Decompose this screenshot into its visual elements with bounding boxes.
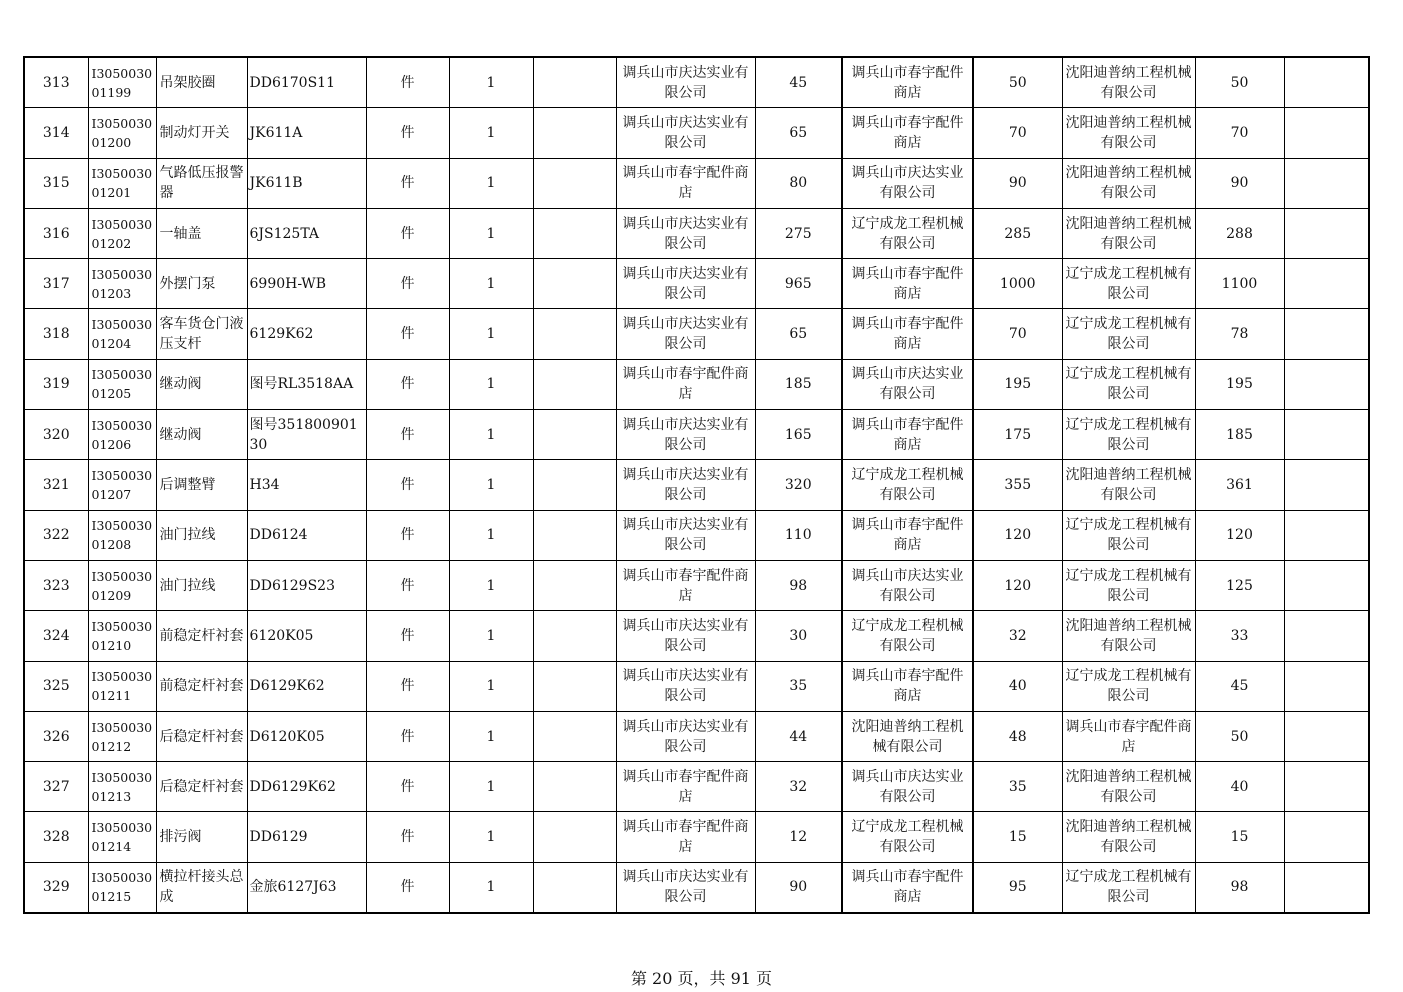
cell-model: H34	[247, 460, 366, 510]
cell-price-3: 288	[1195, 208, 1284, 258]
cell-name: 制动灯开关	[156, 108, 247, 158]
cell-name: 后调整臂	[156, 460, 247, 510]
cell-name: 后稳定杆衬套	[156, 711, 247, 761]
cell-price-2: 285	[973, 208, 1062, 258]
table-row	[24, 208, 1369, 258]
cell-supplier-3: 沈阳迪普纳工程机械有限公司	[1062, 208, 1195, 258]
table-row	[24, 812, 1369, 862]
cell-seq: 325	[24, 661, 88, 711]
cell-price-2: 70	[973, 108, 1062, 158]
cell-price-1: 44	[755, 711, 842, 761]
cell-code: I305003001214	[88, 812, 156, 862]
cell-qty: 1	[449, 611, 533, 661]
cell-price-1: 965	[755, 259, 842, 309]
cell-supplier-3: 辽宁成龙工程机械有限公司	[1062, 510, 1195, 560]
cell-blank	[533, 208, 616, 258]
cell-seq: 323	[24, 560, 88, 610]
cell-unit: 件	[366, 108, 449, 158]
cell-supplier-1: 调兵山市庆达实业有限公司	[616, 711, 755, 761]
cell-seq: 313	[24, 57, 88, 108]
cell-price-3: 1100	[1195, 259, 1284, 309]
cell-price-1: 45	[755, 57, 842, 108]
cell-price-1: 90	[755, 862, 842, 913]
cell-model: 6990H-WB	[247, 259, 366, 309]
cell-seq: 315	[24, 158, 88, 208]
cell-supplier-3: 辽宁成龙工程机械有限公司	[1062, 259, 1195, 309]
cell-price-2: 48	[973, 711, 1062, 761]
cell-unit: 件	[366, 510, 449, 560]
cell-blank-end	[1284, 259, 1369, 309]
cell-model: DD6129K62	[247, 762, 366, 812]
cell-model: DD6124	[247, 510, 366, 560]
cell-blank	[533, 259, 616, 309]
cell-supplier-2: 沈阳迪普纳工程机械有限公司	[842, 711, 973, 761]
cell-qty: 1	[449, 208, 533, 258]
cell-supplier-3: 沈阳迪普纳工程机械有限公司	[1062, 762, 1195, 812]
cell-price-3: 40	[1195, 762, 1284, 812]
cell-model: 图号RL3518AA	[247, 359, 366, 409]
cell-supplier-2: 调兵山市庆达实业有限公司	[842, 560, 973, 610]
cell-unit: 件	[366, 661, 449, 711]
cell-supplier-2: 调兵山市春宇配件商店	[842, 410, 973, 460]
cell-qty: 1	[449, 661, 533, 711]
cell-name: 后稳定杆衬套	[156, 762, 247, 812]
cell-unit: 件	[366, 208, 449, 258]
cell-name: 外摆门泵	[156, 259, 247, 309]
table-row	[24, 259, 1369, 309]
cell-supplier-1: 调兵山市庆达实业有限公司	[616, 510, 755, 560]
cell-seq: 316	[24, 208, 88, 258]
cell-supplier-1: 调兵山市春宇配件商店	[616, 359, 755, 409]
cell-unit: 件	[366, 862, 449, 913]
cell-blank	[533, 57, 616, 108]
cell-supplier-1: 调兵山市庆达实业有限公司	[616, 208, 755, 258]
cell-model: 6129K62	[247, 309, 366, 359]
cell-model: D6129K62	[247, 661, 366, 711]
cell-unit: 件	[366, 812, 449, 862]
cell-model: D6120K05	[247, 711, 366, 761]
cell-qty: 1	[449, 410, 533, 460]
cell-blank	[533, 611, 616, 661]
cell-blank-end	[1284, 158, 1369, 208]
cell-price-1: 12	[755, 812, 842, 862]
cell-name: 前稳定杆衬套	[156, 611, 247, 661]
cell-seq: 324	[24, 611, 88, 661]
table-row	[24, 862, 1369, 913]
cell-price-2: 35	[973, 762, 1062, 812]
cell-name: 排污阀	[156, 812, 247, 862]
cell-price-2: 95	[973, 862, 1062, 913]
cell-price-3: 45	[1195, 661, 1284, 711]
cell-qty: 1	[449, 359, 533, 409]
cell-seq: 322	[24, 510, 88, 560]
cell-blank	[533, 661, 616, 711]
cell-blank-end	[1284, 57, 1369, 108]
cell-code: I305003001212	[88, 711, 156, 761]
cell-seq: 318	[24, 309, 88, 359]
cell-supplier-1: 调兵山市庆达实业有限公司	[616, 410, 755, 460]
cell-name: 吊架胶圈	[156, 57, 247, 108]
cell-price-3: 120	[1195, 510, 1284, 560]
cell-supplier-2: 调兵山市春宇配件商店	[842, 57, 973, 108]
cell-seq: 329	[24, 862, 88, 913]
cell-blank-end	[1284, 510, 1369, 560]
cell-model: DD6129S23	[247, 560, 366, 610]
table-row	[24, 309, 1369, 359]
cell-unit: 件	[366, 611, 449, 661]
cell-model: JK611B	[247, 158, 366, 208]
cell-unit: 件	[366, 57, 449, 108]
cell-blank	[533, 108, 616, 158]
table-row	[24, 560, 1369, 610]
cell-blank-end	[1284, 711, 1369, 761]
cell-code: I305003001211	[88, 661, 156, 711]
cell-supplier-1: 调兵山市庆达实业有限公司	[616, 661, 755, 711]
cell-price-1: 80	[755, 158, 842, 208]
cell-unit: 件	[366, 359, 449, 409]
cell-blank	[533, 359, 616, 409]
cell-supplier-1: 调兵山市春宇配件商店	[616, 762, 755, 812]
cell-code: I305003001203	[88, 259, 156, 309]
cell-supplier-1: 调兵山市春宇配件商店	[616, 812, 755, 862]
parts-price-table	[23, 56, 1370, 914]
cell-name: 前稳定杆衬套	[156, 661, 247, 711]
cell-blank-end	[1284, 108, 1369, 158]
cell-code: I305003001207	[88, 460, 156, 510]
cell-blank	[533, 812, 616, 862]
cell-code: I305003001205	[88, 359, 156, 409]
cell-blank	[533, 410, 616, 460]
cell-supplier-3: 辽宁成龙工程机械有限公司	[1062, 661, 1195, 711]
cell-supplier-2: 调兵山市春宇配件商店	[842, 108, 973, 158]
cell-supplier-3: 沈阳迪普纳工程机械有限公司	[1062, 812, 1195, 862]
cell-blank-end	[1284, 812, 1369, 862]
cell-supplier-1: 调兵山市庆达实业有限公司	[616, 611, 755, 661]
cell-price-1: 65	[755, 108, 842, 158]
cell-supplier-3: 沈阳迪普纳工程机械有限公司	[1062, 611, 1195, 661]
cell-supplier-3: 辽宁成龙工程机械有限公司	[1062, 862, 1195, 913]
cell-qty: 1	[449, 762, 533, 812]
cell-qty: 1	[449, 57, 533, 108]
cell-qty: 1	[449, 309, 533, 359]
cell-unit: 件	[366, 560, 449, 610]
cell-price-3: 50	[1195, 57, 1284, 108]
cell-price-3: 70	[1195, 108, 1284, 158]
cell-price-2: 120	[973, 560, 1062, 610]
cell-code: I305003001200	[88, 108, 156, 158]
cell-price-3: 195	[1195, 359, 1284, 409]
cell-qty: 1	[449, 460, 533, 510]
cell-price-2: 195	[973, 359, 1062, 409]
cell-qty: 1	[449, 711, 533, 761]
cell-price-1: 185	[755, 359, 842, 409]
cell-price-2: 40	[973, 661, 1062, 711]
cell-price-3: 78	[1195, 309, 1284, 359]
cell-blank-end	[1284, 460, 1369, 510]
cell-supplier-3: 辽宁成龙工程机械有限公司	[1062, 359, 1195, 409]
cell-model: DD6170S11	[247, 57, 366, 108]
cell-price-3: 361	[1195, 460, 1284, 510]
cell-name: 继动阀	[156, 410, 247, 460]
cell-unit: 件	[366, 410, 449, 460]
cell-supplier-1: 调兵山市庆达实业有限公司	[616, 108, 755, 158]
cell-seq: 328	[24, 812, 88, 862]
cell-price-3: 15	[1195, 812, 1284, 862]
cell-qty: 1	[449, 108, 533, 158]
cell-supplier-3: 辽宁成龙工程机械有限公司	[1062, 309, 1195, 359]
cell-seq: 321	[24, 460, 88, 510]
cell-price-2: 70	[973, 309, 1062, 359]
cell-seq: 317	[24, 259, 88, 309]
table-row	[24, 460, 1369, 510]
cell-code: I305003001202	[88, 208, 156, 258]
cell-code: I305003001204	[88, 309, 156, 359]
cell-supplier-3: 沈阳迪普纳工程机械有限公司	[1062, 460, 1195, 510]
cell-blank	[533, 762, 616, 812]
cell-blank-end	[1284, 359, 1369, 409]
cell-supplier-2: 辽宁成龙工程机械有限公司	[842, 460, 973, 510]
cell-price-1: 30	[755, 611, 842, 661]
cell-seq: 326	[24, 711, 88, 761]
table-row	[24, 611, 1369, 661]
cell-price-2: 32	[973, 611, 1062, 661]
cell-price-2: 120	[973, 510, 1062, 560]
cell-supplier-2: 辽宁成龙工程机械有限公司	[842, 812, 973, 862]
table-row	[24, 661, 1369, 711]
cell-supplier-2: 调兵山市春宇配件商店	[842, 661, 973, 711]
cell-name: 继动阀	[156, 359, 247, 409]
cell-code: I305003001213	[88, 762, 156, 812]
cell-code: I305003001201	[88, 158, 156, 208]
cell-supplier-3: 辽宁成龙工程机械有限公司	[1062, 410, 1195, 460]
cell-price-1: 98	[755, 560, 842, 610]
table-body	[24, 57, 1369, 913]
cell-supplier-2: 调兵山市庆达实业有限公司	[842, 158, 973, 208]
cell-unit: 件	[366, 711, 449, 761]
cell-supplier-3: 调兵山市春宇配件商店	[1062, 711, 1195, 761]
cell-supplier-2: 辽宁成龙工程机械有限公司	[842, 611, 973, 661]
cell-blank	[533, 158, 616, 208]
cell-blank-end	[1284, 661, 1369, 711]
cell-blank	[533, 309, 616, 359]
cell-supplier-1: 调兵山市庆达实业有限公司	[616, 309, 755, 359]
cell-supplier-1: 调兵山市庆达实业有限公司	[616, 259, 755, 309]
table-row	[24, 410, 1369, 460]
table-row	[24, 510, 1369, 560]
cell-unit: 件	[366, 460, 449, 510]
cell-qty: 1	[449, 158, 533, 208]
cell-blank	[533, 510, 616, 560]
cell-price-3: 185	[1195, 410, 1284, 460]
cell-seq: 314	[24, 108, 88, 158]
cell-supplier-3: 沈阳迪普纳工程机械有限公司	[1062, 57, 1195, 108]
cell-supplier-1: 调兵山市庆达实业有限公司	[616, 57, 755, 108]
table-row	[24, 359, 1369, 409]
cell-price-1: 65	[755, 309, 842, 359]
cell-price-2: 90	[973, 158, 1062, 208]
cell-price-3: 98	[1195, 862, 1284, 913]
cell-price-3: 33	[1195, 611, 1284, 661]
cell-qty: 1	[449, 259, 533, 309]
cell-supplier-2: 辽宁成龙工程机械有限公司	[842, 208, 973, 258]
cell-code: I305003001199	[88, 57, 156, 108]
cell-price-1: 275	[755, 208, 842, 258]
cell-name: 一轴盖	[156, 208, 247, 258]
table-row	[24, 108, 1369, 158]
cell-supplier-2: 调兵山市春宇配件商店	[842, 259, 973, 309]
cell-unit: 件	[366, 158, 449, 208]
cell-name: 油门拉线	[156, 510, 247, 560]
cell-price-1: 165	[755, 410, 842, 460]
cell-blank-end	[1284, 862, 1369, 913]
cell-price-3: 50	[1195, 711, 1284, 761]
cell-code: I305003001206	[88, 410, 156, 460]
cell-model: 6120K05	[247, 611, 366, 661]
cell-model: DD6129	[247, 812, 366, 862]
cell-price-2: 1000	[973, 259, 1062, 309]
cell-supplier-2: 调兵山市庆达实业有限公司	[842, 359, 973, 409]
cell-blank-end	[1284, 560, 1369, 610]
cell-blank	[533, 862, 616, 913]
cell-price-1: 110	[755, 510, 842, 560]
cell-unit: 件	[366, 309, 449, 359]
cell-seq: 320	[24, 410, 88, 460]
cell-price-1: 320	[755, 460, 842, 510]
cell-qty: 1	[449, 812, 533, 862]
cell-supplier-2: 调兵山市庆达实业有限公司	[842, 762, 973, 812]
cell-blank	[533, 560, 616, 610]
cell-blank-end	[1284, 611, 1369, 661]
cell-supplier-2: 调兵山市春宇配件商店	[842, 510, 973, 560]
cell-supplier-1: 调兵山市春宇配件商店	[616, 560, 755, 610]
table-row	[24, 57, 1369, 108]
cell-price-3: 90	[1195, 158, 1284, 208]
cell-model: 6JS125TA	[247, 208, 366, 258]
cell-price-1: 35	[755, 661, 842, 711]
cell-name: 横拉杆接头总成	[156, 862, 247, 913]
cell-supplier-3: 辽宁成龙工程机械有限公司	[1062, 560, 1195, 610]
cell-blank-end	[1284, 410, 1369, 460]
cell-supplier-2: 调兵山市春宇配件商店	[842, 862, 973, 913]
cell-seq: 319	[24, 359, 88, 409]
cell-supplier-3: 沈阳迪普纳工程机械有限公司	[1062, 158, 1195, 208]
cell-qty: 1	[449, 862, 533, 913]
cell-blank	[533, 460, 616, 510]
cell-price-2: 355	[973, 460, 1062, 510]
cell-price-1: 32	[755, 762, 842, 812]
cell-code: I305003001209	[88, 560, 156, 610]
cell-blank-end	[1284, 208, 1369, 258]
cell-seq: 327	[24, 762, 88, 812]
cell-supplier-1: 调兵山市庆达实业有限公司	[616, 460, 755, 510]
cell-unit: 件	[366, 259, 449, 309]
cell-code: I305003001215	[88, 862, 156, 913]
cell-supplier-2: 调兵山市春宇配件商店	[842, 309, 973, 359]
cell-supplier-1: 调兵山市庆达实业有限公司	[616, 862, 755, 913]
cell-model: JK611A	[247, 108, 366, 158]
cell-blank-end	[1284, 762, 1369, 812]
table-row	[24, 158, 1369, 208]
cell-name: 油门拉线	[156, 560, 247, 610]
cell-blank-end	[1284, 309, 1369, 359]
cell-name: 客车货仓门液压支杆	[156, 309, 247, 359]
cell-supplier-1: 调兵山市春宇配件商店	[616, 158, 755, 208]
page-number-footer: 第 20 页，共 91 页	[630, 969, 773, 988]
cell-price-2: 50	[973, 57, 1062, 108]
cell-name: 气路低压报警器	[156, 158, 247, 208]
table-row	[24, 711, 1369, 761]
cell-unit: 件	[366, 762, 449, 812]
cell-model: 图号35180090130	[247, 410, 366, 460]
cell-code: I305003001210	[88, 611, 156, 661]
cell-blank	[533, 711, 616, 761]
cell-qty: 1	[449, 560, 533, 610]
cell-supplier-3: 沈阳迪普纳工程机械有限公司	[1062, 108, 1195, 158]
cell-price-2: 175	[973, 410, 1062, 460]
cell-code: I305003001208	[88, 510, 156, 560]
cell-model: 金旅6127J63	[247, 862, 366, 913]
table-row	[24, 762, 1369, 812]
cell-price-2: 15	[973, 812, 1062, 862]
cell-price-3: 125	[1195, 560, 1284, 610]
cell-qty: 1	[449, 510, 533, 560]
